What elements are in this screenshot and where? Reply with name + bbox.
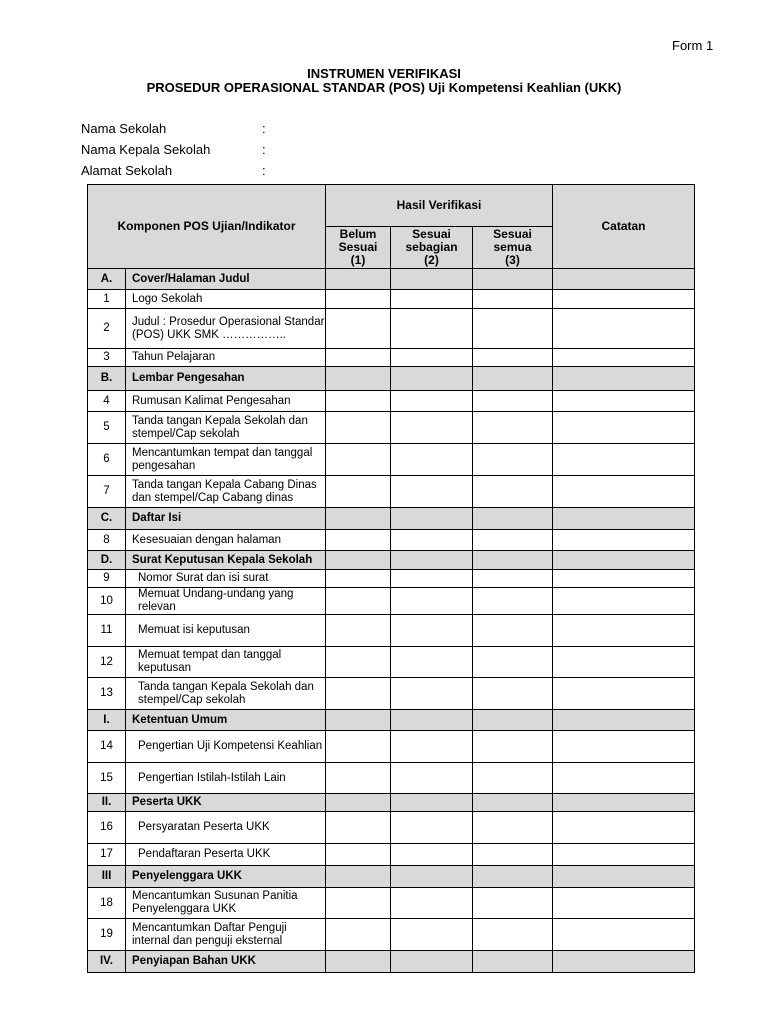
indicator-text: Tanda tangan Kepala Cabang Dinas dan stempel/Cap Cabang dinas	[126, 476, 326, 508]
header-catatan: Catatan	[553, 185, 695, 269]
row-number: 18	[88, 888, 126, 919]
check-belum-sesuai[interactable]	[326, 763, 391, 794]
section-row	[88, 951, 695, 973]
verification-table	[87, 184, 695, 973]
header-sesuai-semua	[473, 227, 553, 269]
section-row	[88, 269, 695, 290]
section-code: II.	[88, 794, 126, 812]
table-row	[88, 309, 695, 349]
check-sesuai-semua[interactable]	[473, 391, 553, 412]
table-row	[88, 763, 695, 794]
row-number: 9	[88, 570, 126, 588]
indicator-text: Mencantumkan Susunan Panitia Penyelenggara UKK	[126, 888, 326, 919]
field-label: Nama Sekolah	[81, 121, 167, 136]
check-sesuai-semua[interactable]	[473, 412, 553, 444]
indicator-text: Persyaratan Peserta UKK	[126, 812, 326, 844]
indicator-text: Tahun Pelajaran	[126, 349, 326, 367]
check-sesuai-sebagian[interactable]	[391, 444, 473, 476]
field-label: Nama Kepala Sekolah	[81, 142, 211, 157]
check-sesuai-sebagian[interactable]	[391, 731, 473, 763]
catatan-cell[interactable]	[553, 919, 695, 951]
indicator-text: Pendaftaran Peserta UKK	[126, 844, 326, 866]
row-number: 13	[88, 678, 126, 710]
row-number: 19	[88, 919, 126, 951]
table-row	[88, 919, 695, 951]
catatan-cell[interactable]	[553, 570, 695, 588]
catatan-cell[interactable]	[553, 763, 695, 794]
section-title: Cover/Halaman Judul	[126, 269, 326, 290]
section-row	[88, 710, 695, 731]
check-sesuai-semua[interactable]	[473, 269, 553, 290]
check-sesuai-sebagian[interactable]	[391, 615, 473, 647]
header-sesuai-sebagian	[391, 227, 473, 269]
check-belum-sesuai[interactable]	[326, 476, 391, 508]
check-belum-sesuai[interactable]	[326, 508, 391, 530]
indicator-text: Judul : Prosedur Operasional Standar (POS) UKK SMK ……………..	[126, 309, 326, 349]
row-number: 11	[88, 615, 126, 647]
catatan-cell[interactable]	[553, 508, 695, 530]
check-belum-sesuai[interactable]	[326, 710, 391, 731]
check-sesuai-semua[interactable]	[473, 951, 553, 973]
check-sesuai-semua[interactable]	[473, 570, 553, 588]
field-nama-kepala-sekolah	[81, 142, 266, 157]
check-sesuai-sebagian[interactable]	[391, 391, 473, 412]
catatan-cell[interactable]	[553, 731, 695, 763]
check-sesuai-sebagian[interactable]	[391, 290, 473, 309]
document-title: INSTRUMEN VERIFIKASI	[307, 66, 461, 81]
catatan-cell[interactable]	[553, 444, 695, 476]
section-title: Penyelenggara UKK	[126, 866, 326, 888]
indicator-text: Mencantumkan tempat dan tanggal pengesahan	[126, 444, 326, 476]
check-sesuai-sebagian[interactable]	[391, 309, 473, 349]
section-row	[88, 794, 695, 812]
section-title: Daftar Isi	[126, 508, 326, 530]
table-row	[88, 812, 695, 844]
catatan-cell[interactable]	[553, 551, 695, 570]
catatan-cell[interactable]	[553, 888, 695, 919]
field-colon: :	[262, 121, 266, 136]
catatan-cell[interactable]	[553, 844, 695, 866]
check-belum-sesuai[interactable]	[326, 367, 391, 391]
check-sesuai-semua[interactable]	[473, 763, 553, 794]
header-semua-line2: semua	[493, 240, 532, 254]
check-sesuai-sebagian[interactable]	[391, 951, 473, 973]
indicator-text: Tanda tangan Kepala Sekolah dan stempel/Cap sekolah	[126, 678, 326, 710]
check-belum-sesuai[interactable]	[326, 269, 391, 290]
check-sesuai-semua[interactable]	[473, 731, 553, 763]
check-sesuai-sebagian[interactable]	[391, 269, 473, 290]
table-row	[88, 731, 695, 763]
catatan-cell[interactable]	[553, 290, 695, 309]
check-belum-sesuai[interactable]	[326, 570, 391, 588]
check-sesuai-sebagian[interactable]	[391, 367, 473, 391]
check-sesuai-semua[interactable]	[473, 919, 553, 951]
check-sesuai-semua[interactable]	[473, 508, 553, 530]
header-sebagian-line2: sebagian	[405, 240, 458, 254]
check-belum-sesuai[interactable]	[326, 290, 391, 309]
check-sesuai-sebagian[interactable]	[391, 551, 473, 570]
row-number: 14	[88, 731, 126, 763]
check-belum-sesuai[interactable]	[326, 647, 391, 678]
indicator-text: Nomor Surat dan isi surat	[126, 570, 326, 588]
catatan-cell[interactable]	[553, 812, 695, 844]
check-sesuai-semua[interactable]	[473, 647, 553, 678]
check-sesuai-sebagian[interactable]	[391, 678, 473, 710]
field-label: Alamat Sekolah	[81, 163, 173, 178]
check-sesuai-sebagian[interactable]	[391, 476, 473, 508]
indicator-text: Pengertian Istilah-Istilah Lain	[126, 763, 326, 794]
indicator-text: Logo Sekolah	[126, 290, 326, 309]
section-title: Ketentuan Umum	[126, 710, 326, 731]
row-number: 16	[88, 812, 126, 844]
check-belum-sesuai[interactable]	[326, 951, 391, 973]
check-sesuai-semua[interactable]	[473, 844, 553, 866]
check-belum-sesuai[interactable]	[326, 412, 391, 444]
header-semua-line1: Sesuai	[493, 227, 532, 241]
table-row	[88, 391, 695, 412]
check-sesuai-sebagian[interactable]	[391, 763, 473, 794]
catatan-cell[interactable]	[553, 951, 695, 973]
section-row	[88, 508, 695, 530]
header-belum-sesuai	[326, 227, 391, 269]
catatan-cell[interactable]	[553, 794, 695, 812]
check-belum-sesuai[interactable]	[326, 530, 391, 551]
check-belum-sesuai[interactable]	[326, 888, 391, 919]
indicator-text: Tanda tangan Kepala Sekolah dan stempel/Cap sekolah	[126, 412, 326, 444]
field-colon: :	[262, 163, 266, 178]
table-row	[88, 570, 695, 588]
check-sesuai-semua[interactable]	[473, 866, 553, 888]
indicator-text: Pengertian Uji Kompetensi Keahlian	[126, 731, 326, 763]
table-row	[88, 349, 695, 367]
check-belum-sesuai[interactable]	[326, 844, 391, 866]
catatan-cell[interactable]	[553, 412, 695, 444]
section-code: A.	[88, 269, 126, 290]
table-row	[88, 588, 695, 615]
check-sesuai-sebagian[interactable]	[391, 866, 473, 888]
header-belum-line3: (1)	[350, 253, 366, 267]
check-belum-sesuai[interactable]	[326, 309, 391, 349]
check-sesuai-sebagian[interactable]	[391, 794, 473, 812]
catatan-cell[interactable]	[553, 476, 695, 508]
check-sesuai-sebagian[interactable]	[391, 919, 473, 951]
table-row	[88, 678, 695, 710]
section-code: B.	[88, 367, 126, 391]
table-row	[88, 888, 695, 919]
check-sesuai-semua[interactable]	[473, 444, 553, 476]
header-sebagian-line3: (2)	[424, 253, 439, 267]
section-title: Surat Keputusan Kepala Sekolah	[126, 551, 326, 570]
table-row	[88, 412, 695, 444]
catatan-cell[interactable]	[553, 367, 695, 391]
document-subtitle: PROSEDUR OPERASIONAL STANDAR (POS) Uji Kompetensi Keahlian (UKK)	[146, 80, 622, 95]
check-sesuai-sebagian[interactable]	[391, 412, 473, 444]
check-sesuai-semua[interactable]	[473, 615, 553, 647]
indicator-text: Memuat tempat dan tanggal keputusan	[126, 647, 326, 678]
catatan-cell[interactable]	[553, 269, 695, 290]
section-code: D.	[88, 551, 126, 570]
check-belum-sesuai[interactable]	[326, 551, 391, 570]
check-sesuai-semua[interactable]	[473, 888, 553, 919]
field-colon: :	[262, 142, 266, 157]
table-row	[88, 647, 695, 678]
catatan-cell[interactable]	[553, 588, 695, 615]
catatan-cell[interactable]	[553, 710, 695, 731]
check-sesuai-sebagian[interactable]	[391, 349, 473, 367]
check-belum-sesuai[interactable]	[326, 588, 391, 615]
check-sesuai-sebagian[interactable]	[391, 588, 473, 615]
check-belum-sesuai[interactable]	[326, 615, 391, 647]
row-number: 3	[88, 349, 126, 367]
check-sesuai-sebagian[interactable]	[391, 812, 473, 844]
check-sesuai-sebagian[interactable]	[391, 647, 473, 678]
check-sesuai-sebagian[interactable]	[391, 844, 473, 866]
row-number: 6	[88, 444, 126, 476]
table-row	[88, 615, 695, 647]
row-number: 2	[88, 309, 126, 349]
field-nama-sekolah	[81, 121, 266, 136]
check-sesuai-semua[interactable]	[473, 290, 553, 309]
indicator-text: Rumusan Kalimat Pengesahan	[126, 391, 326, 412]
header-row	[88, 185, 695, 227]
header-semua-line3: (3)	[505, 253, 520, 267]
header-sebagian-line1: Sesuai	[412, 227, 451, 241]
check-sesuai-semua[interactable]	[473, 551, 553, 570]
catatan-cell[interactable]	[553, 309, 695, 349]
section-title: Lembar Pengesahan	[126, 367, 326, 391]
catatan-cell[interactable]	[553, 349, 695, 367]
row-number: 1	[88, 290, 126, 309]
check-belum-sesuai[interactable]	[326, 919, 391, 951]
form-number: Form 1	[672, 38, 714, 53]
check-belum-sesuai[interactable]	[326, 812, 391, 844]
indicator-text: Mencantumkan Daftar Penguji internal dan penguji eksternal	[126, 919, 326, 951]
row-number: 4	[88, 391, 126, 412]
catatan-cell[interactable]	[553, 866, 695, 888]
table-row	[88, 530, 695, 551]
check-belum-sesuai[interactable]	[326, 794, 391, 812]
section-title: Penyiapan Bahan UKK	[126, 951, 326, 973]
check-sesuai-semua[interactable]	[473, 349, 553, 367]
table-row	[88, 290, 695, 309]
section-title: Peserta UKK	[126, 794, 326, 812]
check-sesuai-semua[interactable]	[473, 710, 553, 731]
check-sesuai-sebagian[interactable]	[391, 710, 473, 731]
section-row	[88, 551, 695, 570]
row-number: 10	[88, 588, 126, 615]
indicator-text: Kesesuaian dengan halaman	[126, 530, 326, 551]
check-sesuai-semua[interactable]	[473, 812, 553, 844]
header-hasil-verifikasi: Hasil Verifikasi	[326, 185, 553, 227]
check-sesuai-semua[interactable]	[473, 678, 553, 710]
section-code: IV.	[88, 951, 126, 973]
indicator-text: Memuat isi keputusan	[126, 615, 326, 647]
row-number: 15	[88, 763, 126, 794]
check-sesuai-semua[interactable]	[473, 794, 553, 812]
row-number: 17	[88, 844, 126, 866]
check-belum-sesuai[interactable]	[326, 444, 391, 476]
section-code: III	[88, 866, 126, 888]
table-row	[88, 476, 695, 508]
catatan-cell[interactable]	[553, 678, 695, 710]
section-code: C.	[88, 508, 126, 530]
check-sesuai-semua[interactable]	[473, 476, 553, 508]
check-belum-sesuai[interactable]	[326, 731, 391, 763]
check-sesuai-semua[interactable]	[473, 530, 553, 551]
header-belum-line2: Sesuai	[338, 240, 378, 254]
check-belum-sesuai[interactable]	[326, 678, 391, 710]
header-belum-line1: Belum	[339, 227, 377, 241]
field-alamat-sekolah	[81, 163, 266, 178]
catatan-cell[interactable]	[553, 530, 695, 551]
section-row	[88, 866, 695, 888]
check-sesuai-semua[interactable]	[473, 367, 553, 391]
check-belum-sesuai[interactable]	[326, 349, 391, 367]
section-row	[88, 367, 695, 391]
indicator-text: Memuat Undang-undang yang relevan	[126, 588, 326, 615]
check-sesuai-sebagian[interactable]	[391, 570, 473, 588]
check-sesuai-sebagian[interactable]	[391, 508, 473, 530]
table-row	[88, 844, 695, 866]
check-belum-sesuai[interactable]	[326, 866, 391, 888]
catatan-cell[interactable]	[553, 391, 695, 412]
check-sesuai-semua[interactable]	[473, 309, 553, 349]
check-sesuai-semua[interactable]	[473, 588, 553, 615]
row-number: 5	[88, 412, 126, 444]
catatan-cell[interactable]	[553, 647, 695, 678]
table-row	[88, 444, 695, 476]
check-sesuai-sebagian[interactable]	[391, 530, 473, 551]
row-number: 7	[88, 476, 126, 508]
check-belum-sesuai[interactable]	[326, 391, 391, 412]
catatan-cell[interactable]	[553, 615, 695, 647]
header-component: Komponen POS Ujian/Indikator	[88, 185, 326, 269]
row-number: 8	[88, 530, 126, 551]
row-number: 12	[88, 647, 126, 678]
check-sesuai-sebagian[interactable]	[391, 888, 473, 919]
section-code: I.	[88, 710, 126, 731]
